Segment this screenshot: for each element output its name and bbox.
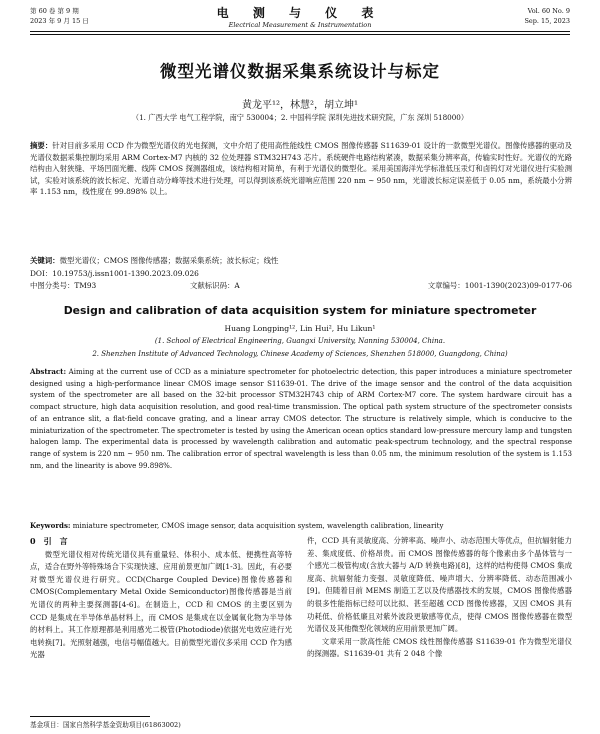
authors-en: Huang Longping¹², Lin Hui², Hu Likun¹ bbox=[224, 324, 376, 333]
article-title-en: Design and calibration of data acquisition system for miniature spectrometer bbox=[63, 304, 537, 317]
journal-name-zh: 电 测 与 仪 表 bbox=[216, 6, 384, 20]
header-rule bbox=[30, 31, 570, 32]
body-column-right bbox=[307, 535, 572, 661]
keywords-zh-text: 微型光谱仪；CMOS 图像传感器；数据采集系统；波长标定；线性 bbox=[59, 256, 279, 265]
header-center bbox=[30, 6, 570, 30]
volume-issue: 第 60 卷 第 9 期 bbox=[30, 7, 79, 15]
journal-name-en: Electrical Measurement & Instrumentation bbox=[228, 21, 372, 29]
keywords-en-text: miniature spectrometer, CMOS image sensor, data acquisition system, wavelength calibration, linearity bbox=[70, 521, 444, 530]
issue-date-zh: 2023 年 9 月 15 日 bbox=[30, 17, 89, 25]
abstract-en bbox=[30, 366, 572, 471]
header-right bbox=[524, 6, 570, 26]
article-number: 文章编号：1001-1390(2023)09-0177-06 bbox=[427, 281, 572, 290]
affiliations-zh: （1. 广西大学 电气工程学院，南宁 530004；2. 中国科学院 深圳先进技术研究院，广东 深圳 518000） bbox=[131, 113, 469, 122]
classification-line bbox=[30, 280, 572, 292]
body-paragraph: 文章采用一款高性能 CMOS 线性图像传感器 S11639-01 作为微型光谱仪的探测器。S11639-01 共有 2 048 个像 bbox=[307, 636, 572, 659]
authors-zh: 黄龙平¹²，林慧²，胡立坤¹ bbox=[241, 100, 359, 111]
abstract-zh-label: 摘要： bbox=[30, 141, 53, 150]
keywords-en-label: Keywords: bbox=[30, 521, 71, 530]
body-column-left bbox=[30, 535, 292, 662]
issue-date-en: Sep. 15, 2023 bbox=[524, 17, 570, 25]
document-code: 文献标识码：A bbox=[190, 281, 240, 290]
article-title-zh: 微型光谱仪数据采集系统设计与标定 bbox=[160, 62, 440, 81]
body-paragraph: 微型光谱仪相对传统光谱仪具有重量轻、体积小、成本低、便携性高等特点，适合在野外等特殊场合下实现快速、应用前景更加广阔[1-3]。因此，有必要对微型光谱仪进行研究。CCD(Charge Coupled Device)图像传感器和 CMOS(Complementary Metal Oxide Semiconductor)图像传感器是当前光谱仪的两种主要探测器[4-6]。在制造上，CCD 和 CMOS 的主要区别为 CCD 是集成在半导体单晶材料上，而 CMOS 是集成在以金属氧化物为半导体的材料上。其工作原理都是利用感光二极管(Photodiode)依据光电效应进行光电转换[7]。光照射越强，电信号幅值越大。目前微型光谱仪多采用 CCD 作为感光器 bbox=[30, 549, 292, 660]
header-rule-thin bbox=[30, 34, 570, 35]
abstract-en-text: Aiming at the current use of CCD as a miniature spectrometer for photoelectric detection, this paper introduces a miniature spectrometer designed using a high-performance linear CMOS image sensor S11639-01. The drive of the image sensor and the control of the data acquisition system of the spectrometer are all based on the 32-bit processor STM32H743 chip of ARM Cortex-M7 core. The system hardware circuit has a compact structure, high data acquisition resolution, and good real-time transmission. The optical path system structure of the spectrometer consists of an entrance slit, a flat-field concave grating, and a linear array CMOS detector. The structure is relatively simple, which is conducive to the miniaturization of the spectrometer. The spectrometer is tested by using the American ocean optics standard low-pressure mercury lamp and tungsten halogen lamp. The experimental data is processed by wavelength calibration and automatic peak-spectrum technology, and the spectral response range of system is 220 nm ~ 950 nm. The calibration error of spectral wavelength is less than 0.05 nm, the minimum resolution of the system is 1.153 nm, and the linearity is above 99.898%. bbox=[30, 367, 572, 470]
abstract-zh-text: 针对目前多采用 CCD 作为微型光谱仪的光电探测，文中介绍了使用高性能线性 CMOS 图像传感器 S11639-01 设计的一款微型光谱仪。图像传感器的驱动及光谱仪数据采集控制均采用 ARM Cortex-M7 内核的 32 位处理器 STM32H743 芯片。系统硬件电路结构紧凑，数据采集分辨率高，传输实时性好。光谱仪的光路结构由入射狭缝、平场凹面光栅、线阵 CMOS 探测器组成，该结构相对简单，有利于光谱仪的微型化。采用美国海洋光学标准低压汞灯和卤钨灯对光谱仪进行实验测试，实验对该系统的波长标定、光谱自动分峰等技术进行处理，可以得到该系统光谱响应范围 220 nm ~ 950 nm，光谱波长标定误差低于 0.05 nm，系统最小分辨率 1.153 nm，线性度在 99.898% 以上。 bbox=[30, 141, 572, 197]
keywords-zh bbox=[30, 255, 572, 267]
doi: DOI：10.19753/j.issn1001-1390.2023.09.026 bbox=[30, 269, 199, 278]
abstract-zh bbox=[30, 140, 572, 198]
body-paragraph: 件，CCD 具有灵敏度高、分辨率高、噪声小、动态范围大等优点，但抗辐射能力差、集成度低、价格昂贵。而 CMOS 图像传感器的每个像素由多个晶体管与一个感光二极管构成(含放大器与 A/D 转换电路)[8]，这样的结构使得 CMOS 集成度高、抗辐射能力变强、灵敏度降低、噪声增大、分辨率降低、动态范围减小[9]。但随着目前 MEMS 制造工艺以及传感器技术的发展，CMOS 图像传感器的很多性能指标已经可以比拟、甚至超越 CCD 图像传感器，又因 CMOS 具有功耗低、价格低廉且对紫外波段更敏感等优点，使得 CMOS 图像传感器在微型光谱仪及其他微型化领域的应用前景更加广阔。 bbox=[307, 536, 572, 634]
keywords-zh-label: 关键词： bbox=[30, 256, 60, 265]
affiliation-en-2: 2. Shenzhen Institute of Advanced Technology, Chinese Academy of Sciences, Shenzhen 518000, Guangdong, China) bbox=[92, 350, 508, 358]
volume-number-en: Vol. 60 No. 9 bbox=[527, 7, 570, 15]
fund-note: 基金项目：国家自然科学基金资助项目(61863002) bbox=[30, 721, 181, 729]
affiliation-en-1: (1. School of Electrical Engineering, Guangxi University, Nanning 530004, China. bbox=[154, 337, 446, 345]
section-heading-introduction: 0 引 言 bbox=[30, 536, 68, 546]
clc-number: 中图分类号：TM93 bbox=[30, 281, 97, 290]
footnote-rule bbox=[30, 716, 150, 717]
keywords-en bbox=[30, 521, 572, 530]
abstract-en-label: Abstract: bbox=[30, 367, 67, 376]
